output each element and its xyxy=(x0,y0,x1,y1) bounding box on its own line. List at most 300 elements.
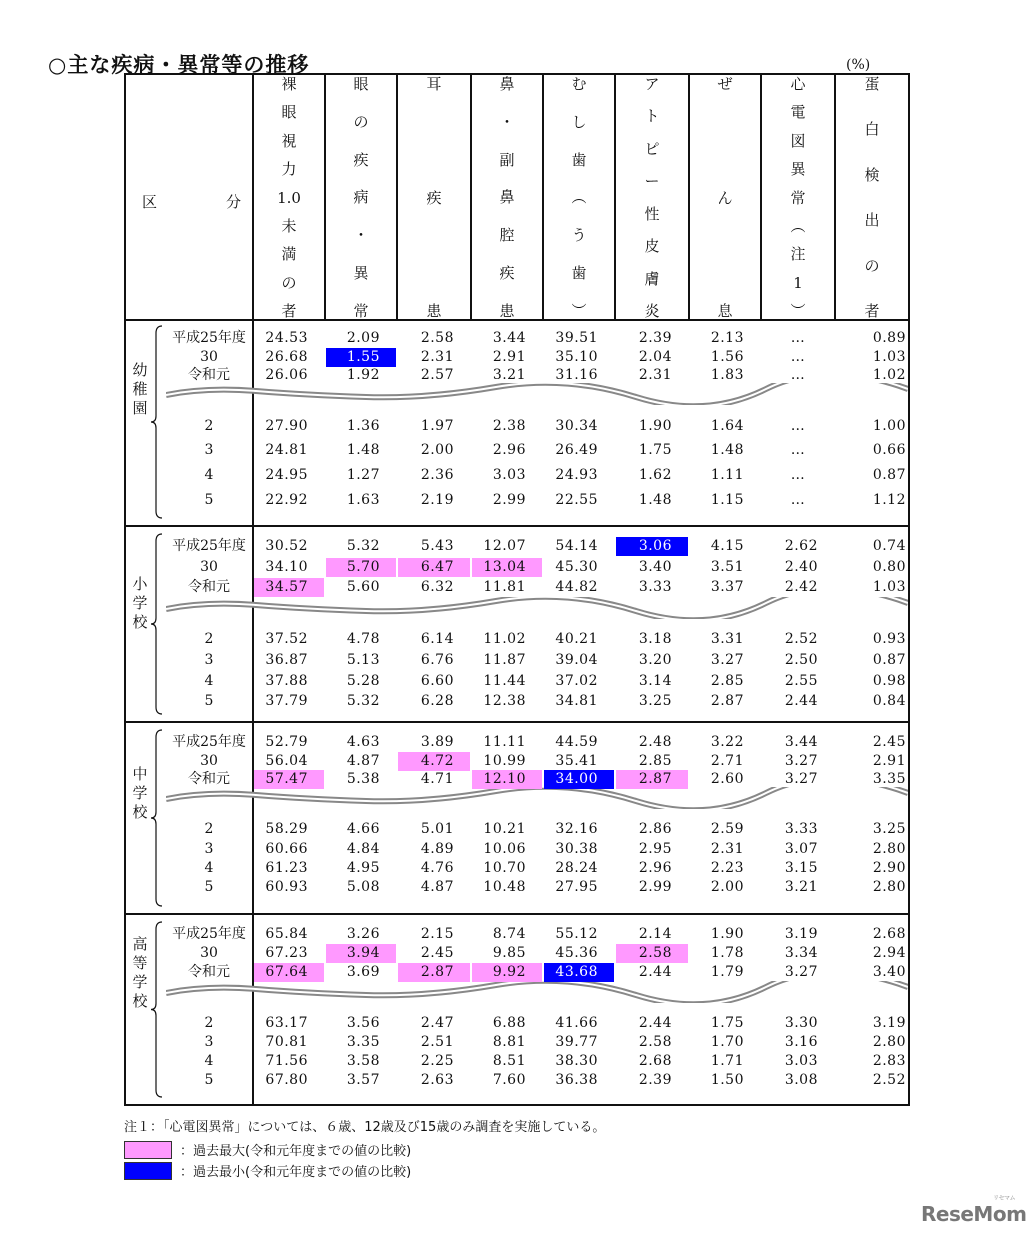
wave-separator xyxy=(166,981,908,1003)
table-row xyxy=(126,752,908,771)
table-cell: 2.39 xyxy=(638,330,672,346)
header-char: の xyxy=(864,256,880,275)
table-cell: 3.07 xyxy=(784,841,818,857)
table-cell: 3.27 xyxy=(784,771,818,787)
table-cell: … xyxy=(790,442,806,458)
table-cell: 41.66 xyxy=(555,1015,598,1031)
table-cell: 1.48 xyxy=(346,442,380,458)
row-year: 4 xyxy=(204,1053,214,1069)
header-char: 眼 xyxy=(281,103,297,122)
table-cell: 28.24 xyxy=(555,860,598,876)
table-cell: 2.31 xyxy=(420,349,454,365)
table-row xyxy=(126,630,908,649)
header-char: 異 xyxy=(790,160,806,179)
table-cell: 2.68 xyxy=(872,926,906,942)
table-cell: 2.45 xyxy=(420,945,454,961)
table-cell: 5.32 xyxy=(346,538,380,554)
header-char: 疾 xyxy=(353,150,369,169)
table-cell: 5.28 xyxy=(346,673,380,689)
table-cell: 6.14 xyxy=(420,631,454,647)
section-0 xyxy=(126,319,908,527)
table-cell: 1.62 xyxy=(638,467,672,483)
table-cell-max-highlight: 2.87 xyxy=(616,770,688,789)
table-row xyxy=(126,366,908,385)
table-cell: 2.38 xyxy=(492,418,526,434)
row-year: 3 xyxy=(204,841,214,857)
table-row xyxy=(126,733,908,752)
table-cell: 2.60 xyxy=(710,771,744,787)
row-year: 2 xyxy=(204,1015,214,1031)
table-cell-max-highlight: 57.47 xyxy=(254,770,324,789)
table-cell: 71.56 xyxy=(265,1053,308,1069)
table-cell: 10.21 xyxy=(483,821,526,837)
table-cell: 35.41 xyxy=(555,753,598,769)
table-cell: 2.25 xyxy=(420,1053,454,1069)
table-cell: … xyxy=(790,349,806,365)
table-cell: 2.96 xyxy=(492,442,526,458)
table-cell-max-highlight: 12.10 xyxy=(472,770,542,789)
table-cell: 56.04 xyxy=(265,753,308,769)
table-cell: 2.68 xyxy=(638,1053,672,1069)
table-cell: 61.23 xyxy=(265,860,308,876)
table-cell: 1.64 xyxy=(710,418,744,434)
row-year: 5 xyxy=(204,492,214,508)
row-year: 30 xyxy=(200,753,218,769)
table-cell: 39.77 xyxy=(555,1034,598,1050)
school-label-char: 等 xyxy=(132,954,148,972)
header-col-protein xyxy=(834,75,908,319)
row-year: 2 xyxy=(204,821,214,837)
table-cell: 31.16 xyxy=(555,367,598,383)
table-cell-max-highlight: 2.87 xyxy=(398,963,470,982)
table-cell: 1.63 xyxy=(346,492,380,508)
table-cell: 2.31 xyxy=(638,367,672,383)
table-cell: 2.44 xyxy=(638,1015,672,1031)
school-label-char: 校 xyxy=(132,992,148,1010)
table-cell: 2.52 xyxy=(784,631,818,647)
table-cell: 1.02 xyxy=(872,367,906,383)
table-cell: 2.50 xyxy=(784,652,818,668)
wave-separator xyxy=(166,383,908,405)
table-cell: 37.52 xyxy=(265,631,308,647)
table-cell: 0.98 xyxy=(872,673,906,689)
header-char: 歯 xyxy=(571,264,587,283)
header-char: ト xyxy=(644,107,660,126)
table-row xyxy=(126,840,908,859)
header-col-asthma xyxy=(688,75,760,319)
table-cell: 1.75 xyxy=(638,442,672,458)
table-cell: 45.36 xyxy=(555,945,598,961)
legend-max xyxy=(124,1140,411,1159)
header-char: 蛋 xyxy=(864,75,880,93)
table-cell: 5.32 xyxy=(346,693,380,709)
table-cell: 3.30 xyxy=(784,1015,818,1031)
header-char: ア xyxy=(644,75,660,93)
table-cell: 2.13 xyxy=(710,330,744,346)
table-cell: 3.27 xyxy=(784,753,818,769)
table-cell: 3.16 xyxy=(784,1034,818,1050)
table-cell: 3.34 xyxy=(784,945,818,961)
table-cell: 2.58 xyxy=(420,330,454,346)
table-cell: 3.19 xyxy=(872,1015,906,1031)
table-cell: 0.74 xyxy=(872,538,906,554)
table-cell: 2.00 xyxy=(420,442,454,458)
table-cell: 32.16 xyxy=(555,821,598,837)
table-cell: 30.52 xyxy=(265,538,308,554)
table-cell: 65.84 xyxy=(265,926,308,942)
table-cell: 4.15 xyxy=(710,538,744,554)
table-cell: 2.42 xyxy=(784,579,818,595)
header-char: 皮 xyxy=(644,237,660,256)
table-cell: 36.87 xyxy=(265,652,308,668)
table-cell: 39.51 xyxy=(555,330,598,346)
table-cell: 22.55 xyxy=(555,492,598,508)
row-year: 平成25年度 xyxy=(172,538,246,554)
table-cell: 1.56 xyxy=(710,349,744,365)
header-char: 疾 xyxy=(499,264,515,283)
header-char: の xyxy=(353,112,369,131)
table-cell: 24.53 xyxy=(265,330,308,346)
header-char: 注 xyxy=(790,245,806,264)
table-cell: 1.92 xyxy=(346,367,380,383)
header-col-ecg xyxy=(760,75,834,319)
header-char: む xyxy=(571,75,587,93)
page-title: ○主な疾病・異常等の推移 xyxy=(48,53,310,77)
table-cell: 70.81 xyxy=(265,1034,308,1050)
table-cell: 2.86 xyxy=(638,821,672,837)
table-cell: 54.14 xyxy=(555,538,598,554)
table-cell: 8.74 xyxy=(492,926,526,942)
table-cell: 4.78 xyxy=(346,631,380,647)
table-row xyxy=(126,417,908,436)
table-cell: 2.83 xyxy=(872,1053,906,1069)
row-year: 令和元 xyxy=(188,367,230,383)
header-char: 出 xyxy=(864,211,880,230)
header-char: ︶ xyxy=(790,302,806,320)
header-char: 視 xyxy=(281,131,297,150)
table-cell: 2.31 xyxy=(710,841,744,857)
table-cell-max-highlight: 67.64 xyxy=(254,963,324,982)
table-cell: 1.48 xyxy=(710,442,744,458)
header-char: し xyxy=(571,112,587,131)
table-cell: 2.62 xyxy=(784,538,818,554)
table-cell-max-highlight: 34.57 xyxy=(254,578,324,597)
table-cell-max-highlight: 2.58 xyxy=(616,944,688,963)
table-cell: 3.25 xyxy=(638,693,672,709)
school-label-char: 高 xyxy=(132,935,148,953)
table-cell-min-highlight: 34.00 xyxy=(544,770,614,789)
table-cell: 30.34 xyxy=(555,418,598,434)
table-cell: 2.85 xyxy=(638,753,672,769)
table-cell: 0.66 xyxy=(872,442,906,458)
header-char: 副 xyxy=(499,150,515,169)
table-cell: 0.80 xyxy=(872,559,906,575)
table-cell: 1.00 xyxy=(872,418,906,434)
table-cell: 2.80 xyxy=(872,841,906,857)
table-cell: 60.93 xyxy=(265,879,308,895)
table-cell: 34.81 xyxy=(555,693,598,709)
row-year: 令和元 xyxy=(188,771,230,787)
table-cell: 1.03 xyxy=(872,579,906,595)
table-cell: 4.84 xyxy=(346,841,380,857)
table-cell: 52.79 xyxy=(265,734,308,750)
wave-separator xyxy=(166,597,908,619)
table-row xyxy=(126,578,908,597)
row-year: 5 xyxy=(204,1072,214,1088)
row-year: 令和元 xyxy=(188,579,230,595)
table-cell: 2.80 xyxy=(872,1034,906,1050)
header-char: 歯 xyxy=(571,150,587,169)
table-cell: 3.18 xyxy=(638,631,672,647)
table-cell: 5.38 xyxy=(346,771,380,787)
table-cell: 6.32 xyxy=(420,579,454,595)
table-cell: 37.79 xyxy=(265,693,308,709)
school-label-char: 園 xyxy=(132,399,148,417)
header-char: 耳 xyxy=(426,75,442,93)
header-char: 病 xyxy=(353,188,369,207)
header-char: 電 xyxy=(790,103,806,122)
table-cell: 4.87 xyxy=(420,879,454,895)
table-cell: 11.87 xyxy=(483,652,526,668)
table-cell: 26.06 xyxy=(265,367,308,383)
table-cell-min-highlight: 3.06 xyxy=(616,537,688,556)
header-kubun-char: 分 xyxy=(226,193,242,211)
table-cell: 3.19 xyxy=(784,926,818,942)
table-cell: 3.20 xyxy=(638,652,672,668)
table-cell: 1.03 xyxy=(872,349,906,365)
header-char: 1.0 xyxy=(277,188,301,207)
table-row xyxy=(126,558,908,577)
table-cell: 3.35 xyxy=(872,771,906,787)
table-cell: 2.45 xyxy=(872,734,906,750)
table-cell: 3.14 xyxy=(638,673,672,689)
header-char: 膚 xyxy=(644,269,660,288)
header-char: 検 xyxy=(864,165,880,184)
header-char: 者 xyxy=(864,301,880,320)
table-cell: 40.21 xyxy=(555,631,598,647)
table-cell: 1.48 xyxy=(638,492,672,508)
table-cell-max-highlight: 5.70 xyxy=(326,558,396,577)
header-char: ︵ xyxy=(790,216,806,235)
row-year: 3 xyxy=(204,442,214,458)
table-row xyxy=(126,537,908,556)
table-cell: 67.80 xyxy=(265,1072,308,1088)
table-cell: 3.22 xyxy=(710,734,744,750)
header-char: 異 xyxy=(353,264,369,283)
table-cell: 1.11 xyxy=(710,467,744,483)
table-cell: 3.25 xyxy=(872,821,906,837)
table-cell: 3.27 xyxy=(784,964,818,980)
table-cell: 2.91 xyxy=(492,349,526,365)
school-label-char: 校 xyxy=(132,803,148,821)
row-year: 3 xyxy=(204,1034,214,1050)
header-char: 常 xyxy=(790,188,806,207)
table-cell: 1.79 xyxy=(710,964,744,980)
table-row xyxy=(126,651,908,670)
row-year: 5 xyxy=(204,879,214,895)
table-cell: 1.15 xyxy=(710,492,744,508)
school-label-char: 学 xyxy=(132,784,148,802)
table-cell: 1.78 xyxy=(710,945,744,961)
logo-kana: リセマム xyxy=(993,1195,1015,1202)
table-cell: 60.66 xyxy=(265,841,308,857)
row-year: 2 xyxy=(204,418,214,434)
table-cell: 36.38 xyxy=(555,1072,598,1088)
table-cell: 3.44 xyxy=(492,330,526,346)
legend-label-min: ：過去最小(令和元年度までの値の比較) xyxy=(180,1165,412,1180)
table-cell: 0.87 xyxy=(872,467,906,483)
table-cell: 3.15 xyxy=(784,860,818,876)
table-header xyxy=(126,75,908,321)
table-cell: 2.55 xyxy=(784,673,818,689)
table-row xyxy=(126,348,908,367)
school-label-char: 校 xyxy=(132,613,148,631)
table-cell: 5.43 xyxy=(420,538,454,554)
table-cell: 3.57 xyxy=(346,1072,380,1088)
table-cell: 2.51 xyxy=(420,1034,454,1050)
table-cell: 10.99 xyxy=(483,753,526,769)
header-char: の xyxy=(281,273,297,292)
table-cell: 3.33 xyxy=(638,579,672,595)
row-year: 30 xyxy=(200,945,218,961)
table-cell: 2.99 xyxy=(492,492,526,508)
table-cell: 4.63 xyxy=(346,734,380,750)
row-year: 30 xyxy=(200,349,218,365)
table-cell: 1.83 xyxy=(710,367,744,383)
table-row xyxy=(126,878,908,897)
table-cell: 4.71 xyxy=(420,771,454,787)
table-cell: 0.89 xyxy=(872,330,906,346)
table-cell: 2.96 xyxy=(638,860,672,876)
header-char: 眼 xyxy=(353,75,369,93)
table-row xyxy=(126,925,908,944)
table-cell-min-highlight: 1.55 xyxy=(326,348,396,367)
header-char: 炎 xyxy=(644,301,660,320)
header-col-ear xyxy=(396,75,470,319)
header-col-atopic xyxy=(614,75,688,319)
header-char: ピ xyxy=(644,139,660,158)
table-cell: … xyxy=(790,418,806,434)
legend-label-max: ：過去最大(令和元年度までの値の比較) xyxy=(180,1144,412,1159)
row-year: 平成25年度 xyxy=(172,330,246,346)
school-label-char: 中 xyxy=(132,765,148,783)
logo-text: ReseMom xyxy=(921,1202,1027,1226)
table-cell: 39.04 xyxy=(555,652,598,668)
table-cell: 3.03 xyxy=(492,467,526,483)
table-cell: 3.51 xyxy=(710,559,744,575)
table-cell: 10.48 xyxy=(483,879,526,895)
table-cell: … xyxy=(790,467,806,483)
table-cell: 2.59 xyxy=(710,821,744,837)
table-cell: 2.99 xyxy=(638,879,672,895)
table-cell: 3.03 xyxy=(784,1053,818,1069)
table-cell: 11.11 xyxy=(483,734,526,750)
table-row xyxy=(126,770,908,789)
legend-swatch-max xyxy=(124,1141,172,1159)
table-cell: 3.40 xyxy=(638,559,672,575)
header-char: 性 xyxy=(644,204,660,223)
table-cell: 3.44 xyxy=(784,734,818,750)
table-cell: 4.66 xyxy=(346,821,380,837)
header-char: 図 xyxy=(790,131,806,150)
header-char: 腔 xyxy=(499,226,515,245)
table-cell-max-highlight: 9.92 xyxy=(472,963,542,982)
school-label-char: 幼 xyxy=(132,361,148,379)
table-row xyxy=(126,820,908,839)
table-row xyxy=(126,441,908,460)
header-char: 未 xyxy=(281,216,297,235)
header-kubun-char: 区 xyxy=(142,193,158,211)
table-cell: 3.37 xyxy=(710,579,744,595)
table-cell: 2.00 xyxy=(710,879,744,895)
row-year: 4 xyxy=(204,467,214,483)
disease-trend-table xyxy=(124,73,910,1106)
table-cell: 2.04 xyxy=(638,349,672,365)
table-cell: 1.71 xyxy=(710,1053,744,1069)
table-row xyxy=(126,1033,908,1052)
section-1 xyxy=(126,527,908,723)
table-cell: 2.44 xyxy=(784,693,818,709)
table-cell: 2.47 xyxy=(420,1015,454,1031)
table-cell: 2.63 xyxy=(420,1072,454,1088)
table-cell: 11.44 xyxy=(483,673,526,689)
table-cell: 37.88 xyxy=(265,673,308,689)
row-year: 3 xyxy=(204,652,214,668)
table-cell: 63.17 xyxy=(265,1015,308,1031)
header-char: 白 xyxy=(864,120,880,139)
header-char: 患 xyxy=(426,302,442,320)
header-col-nose xyxy=(470,75,542,319)
table-cell: 8.51 xyxy=(492,1053,526,1069)
table-cell: 3.26 xyxy=(346,926,380,942)
table-cell: 9.85 xyxy=(492,945,526,961)
table-cell: 2.39 xyxy=(638,1072,672,1088)
table-cell: 3.21 xyxy=(492,367,526,383)
table-cell: 3.27 xyxy=(710,652,744,668)
table-cell: 3.69 xyxy=(346,964,380,980)
table-cell: 3.58 xyxy=(346,1053,380,1069)
table-row xyxy=(126,329,908,348)
table-cell: 26.68 xyxy=(265,349,308,365)
header-char: 患 xyxy=(499,301,515,320)
legend-swatch-min xyxy=(124,1162,172,1180)
section-3 xyxy=(126,915,908,1106)
table-cell: 24.95 xyxy=(265,467,308,483)
table-cell: 6.88 xyxy=(492,1015,526,1031)
table-cell: 8.81 xyxy=(492,1034,526,1050)
table-cell: 2.58 xyxy=(638,1034,672,1050)
header-char: 1 xyxy=(793,273,803,292)
row-year: 5 xyxy=(204,693,214,709)
header-char: 心 xyxy=(790,75,806,93)
table-cell: 2.80 xyxy=(872,879,906,895)
row-year: 令和元 xyxy=(188,964,230,980)
table-cell: 5.08 xyxy=(346,879,380,895)
table-cell: 0.84 xyxy=(872,693,906,709)
table-cell: 12.38 xyxy=(483,693,526,709)
table-cell: 6.76 xyxy=(420,652,454,668)
table-cell: 2.87 xyxy=(710,693,744,709)
table-cell-max-highlight: 6.47 xyxy=(398,558,470,577)
table-cell: 38.30 xyxy=(555,1053,598,1069)
header-char: ん xyxy=(717,188,733,207)
table-cell: 3.33 xyxy=(784,821,818,837)
table-cell: 5.60 xyxy=(346,579,380,595)
table-cell: 2.52 xyxy=(872,1072,906,1088)
table-cell: 3.40 xyxy=(872,964,906,980)
row-year: 平成25年度 xyxy=(172,926,246,942)
table-cell: 3.08 xyxy=(784,1072,818,1088)
